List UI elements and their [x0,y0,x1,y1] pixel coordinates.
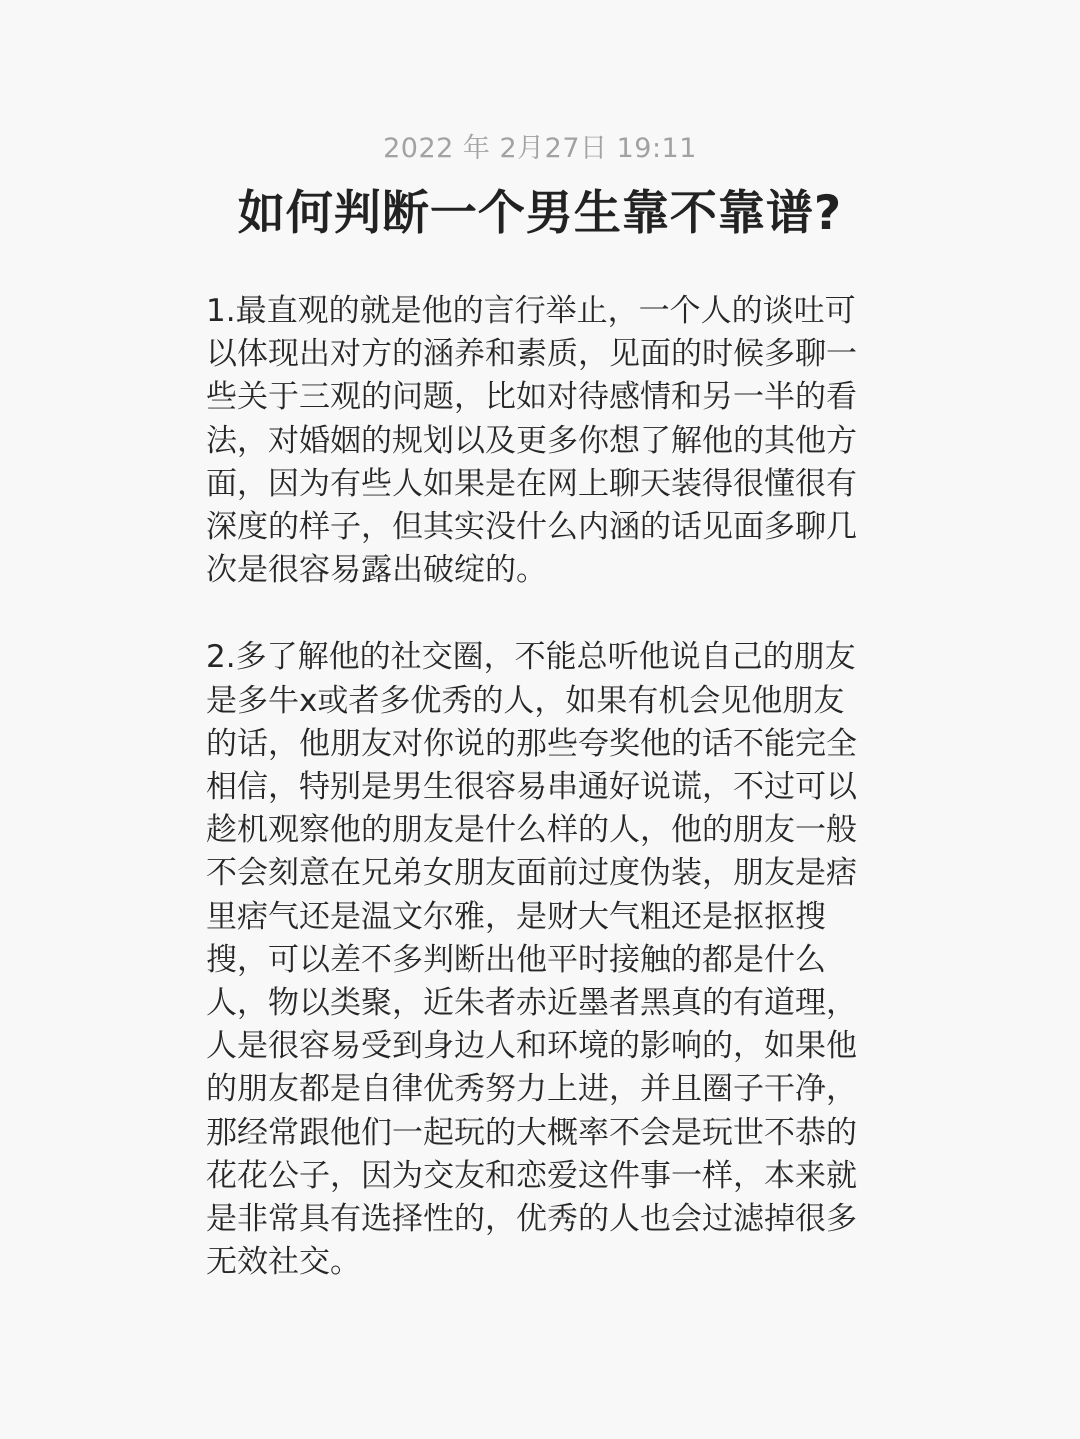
paragraph-2 [206,636,866,1284]
text-line: 相信，特别是男生很容易串通好说谎，不过可以 [206,769,857,806]
text-line: 搜，可以差不多判断出他平时接触的都是什么 [206,941,826,978]
text-line: 次是很容易露出破绽的。 [206,552,547,589]
note-body [206,290,866,1328]
text-line: 深度的样子，但其实没什么内涵的话见面多聊几 [206,509,857,546]
text-line: 2.多了解他的社交圈，不能总听他说自己的朋友 [206,639,856,676]
text-line: 的话，他朋友对你说的那些夸奖他的话不能完全 [206,725,857,762]
text-line: 1.最直观的就是他的言行举止，一个人的谈吐可 [206,293,856,329]
text-line: 的朋友都是自律优秀努力上进，并且圈子干净， [206,1071,857,1108]
text-line: 里痞气还是温文尔雅，是财大气粗还是抠抠搜 [206,898,826,935]
text-line: 是多牛x或者多优秀的人，如果有机会见他朋友 [206,682,845,719]
text-line: 些关于三观的问题，比如对待感情和另一半的看 [206,379,857,416]
note-title: 如何判断一个男生靠不靠谱? [237,186,843,241]
text-line: 花花公子，因为交友和恋爱这件事一样，本来就 [206,1157,857,1194]
text-line: 法，对婚姻的规划以及更多你想了解他的其他方 [206,422,857,459]
text-line: 面，因为有些人如果是在网上聊天装得很懂很有 [206,465,857,502]
note-timestamp: 2022 年 2月27日 19:11 [383,133,697,164]
paragraph-1 [206,290,866,592]
text-line: 以体现出对方的涵养和素质，见面的时候多聊一 [206,336,857,373]
text-line: 人是很容易受到身边人和环境的影响的，如果他 [206,1028,857,1065]
text-line: 趁机观察他的朋友是什么样的人，他的朋友一般 [206,812,857,849]
text-line: 是非常具有选择性的，优秀的人也会过滤掉很多 [206,1201,857,1238]
text-line: 那经常跟他们一起玩的大概率不会是玩世不恭的 [206,1114,857,1151]
text-line: 无效社交。 [206,1244,361,1281]
text-line: 人，物以类聚，近朱者赤近墨者黑真的有道理， [206,985,857,1022]
text-line: 不会刻意在兄弟女朋友面前过度伪装，朋友是痞 [206,855,857,892]
